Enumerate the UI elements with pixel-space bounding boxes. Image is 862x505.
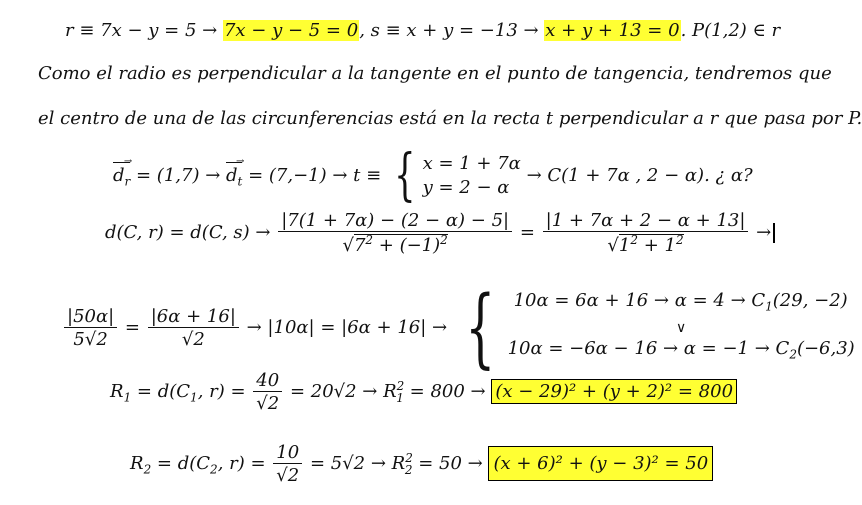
- vector-dr-value: = (1,7) →: [130, 165, 227, 186]
- parametric-system: x = 1 + 7α y = 2 − α: [422, 153, 521, 198]
- line-distance-equation: [105, 210, 775, 256]
- eq-s-text: , s ≡ x + y = −13 →: [359, 20, 545, 41]
- fraction-distance-r: $\frac{|7(1 + 7\alpha) - (2 - \alpha) - 5|}{√7^2 + (-1)^2}$: [278, 210, 512, 256]
- line-solve-alpha: [62, 278, 855, 378]
- line-radius-2: $R_2 = d(C_2$, r) = $\frac{10}{√2}$ = $5√2 \to R^2_2 = 50 \to (x + 6)^2 + (y - 3)^2 = 50$: [130, 442, 713, 486]
- vector-dt-value: = (7,−1) → t ≡: [242, 165, 387, 186]
- eq-s-highlight: x + y + 13 = 0: [545, 20, 680, 41]
- point-p: . P(1,2) ∈ r: [680, 20, 781, 41]
- arrow-end: →: [750, 222, 772, 243]
- vector-dt: $d_t$ →: [226, 156, 245, 189]
- fraction-10: $\frac{10}{√2}$: [273, 442, 302, 486]
- center-expression: → C(1 + 7α , 2 − α). ¿ α?: [520, 165, 753, 186]
- eq-r-highlight: 7x − y − 5 = 0: [223, 20, 359, 41]
- cases-brace: {: [465, 278, 496, 378]
- vector-dr: $d_r$ →: [113, 156, 133, 189]
- paragraph-line-1: Como el radio es perpendicular a la tangente en el punto de tangencia, tendremos que: [38, 63, 832, 84]
- abs-equation: → |10α| = |6α + 16| →: [240, 317, 453, 338]
- text-cursor: [773, 223, 775, 243]
- eq-r-text: r ≡ 7x − y = 5 →: [65, 20, 223, 41]
- equals: =: [514, 222, 541, 243]
- system-brace: {: [394, 143, 416, 208]
- distance-lhs: d(C, r) = d(C, s) →: [105, 222, 277, 243]
- line-equations: [65, 20, 780, 41]
- result-circle-2: (x + 6)² + (y − 3)² = 50: [488, 446, 713, 481]
- fraction-6alpha: $\frac{|6\alpha + 16|}{√2}$: [148, 306, 239, 350]
- fraction-distance-s: $\frac{|1 + 7\alpha + 2 - \alpha + 13|}{√1^2 + 1^2}$: [543, 210, 749, 256]
- equals: =: [119, 317, 146, 338]
- fraction-50alpha: $\frac{|50\alpha|}{5√2}$: [64, 306, 117, 350]
- line-direction-vectors: [113, 143, 753, 208]
- line-radius-1: $R_1 = d(C_1$, r) = $\frac{40}{√2}$ = $20√2 \to R^2_1 = 800 \to (x - 29)^2 + (y + 2)^2 = 800$: [110, 370, 737, 414]
- cases-block: $10\alpha = 6\alpha + 16 \to \alpha = 4 \to C_1(29$, −2) ∨ $10\alpha = -6\alpha - 16 \to \alpha = -1 \to C_2(-6,3)$: [507, 290, 855, 362]
- paragraph-line-2: el centro de una de las circunferencias está en la recta t perpendicular a r que pasa por P.: [38, 108, 862, 129]
- result-circle-1: (x − 29)² + (y + 2)² = 800: [491, 379, 737, 404]
- fraction-40: $\frac{40}{√2}$: [253, 370, 282, 414]
